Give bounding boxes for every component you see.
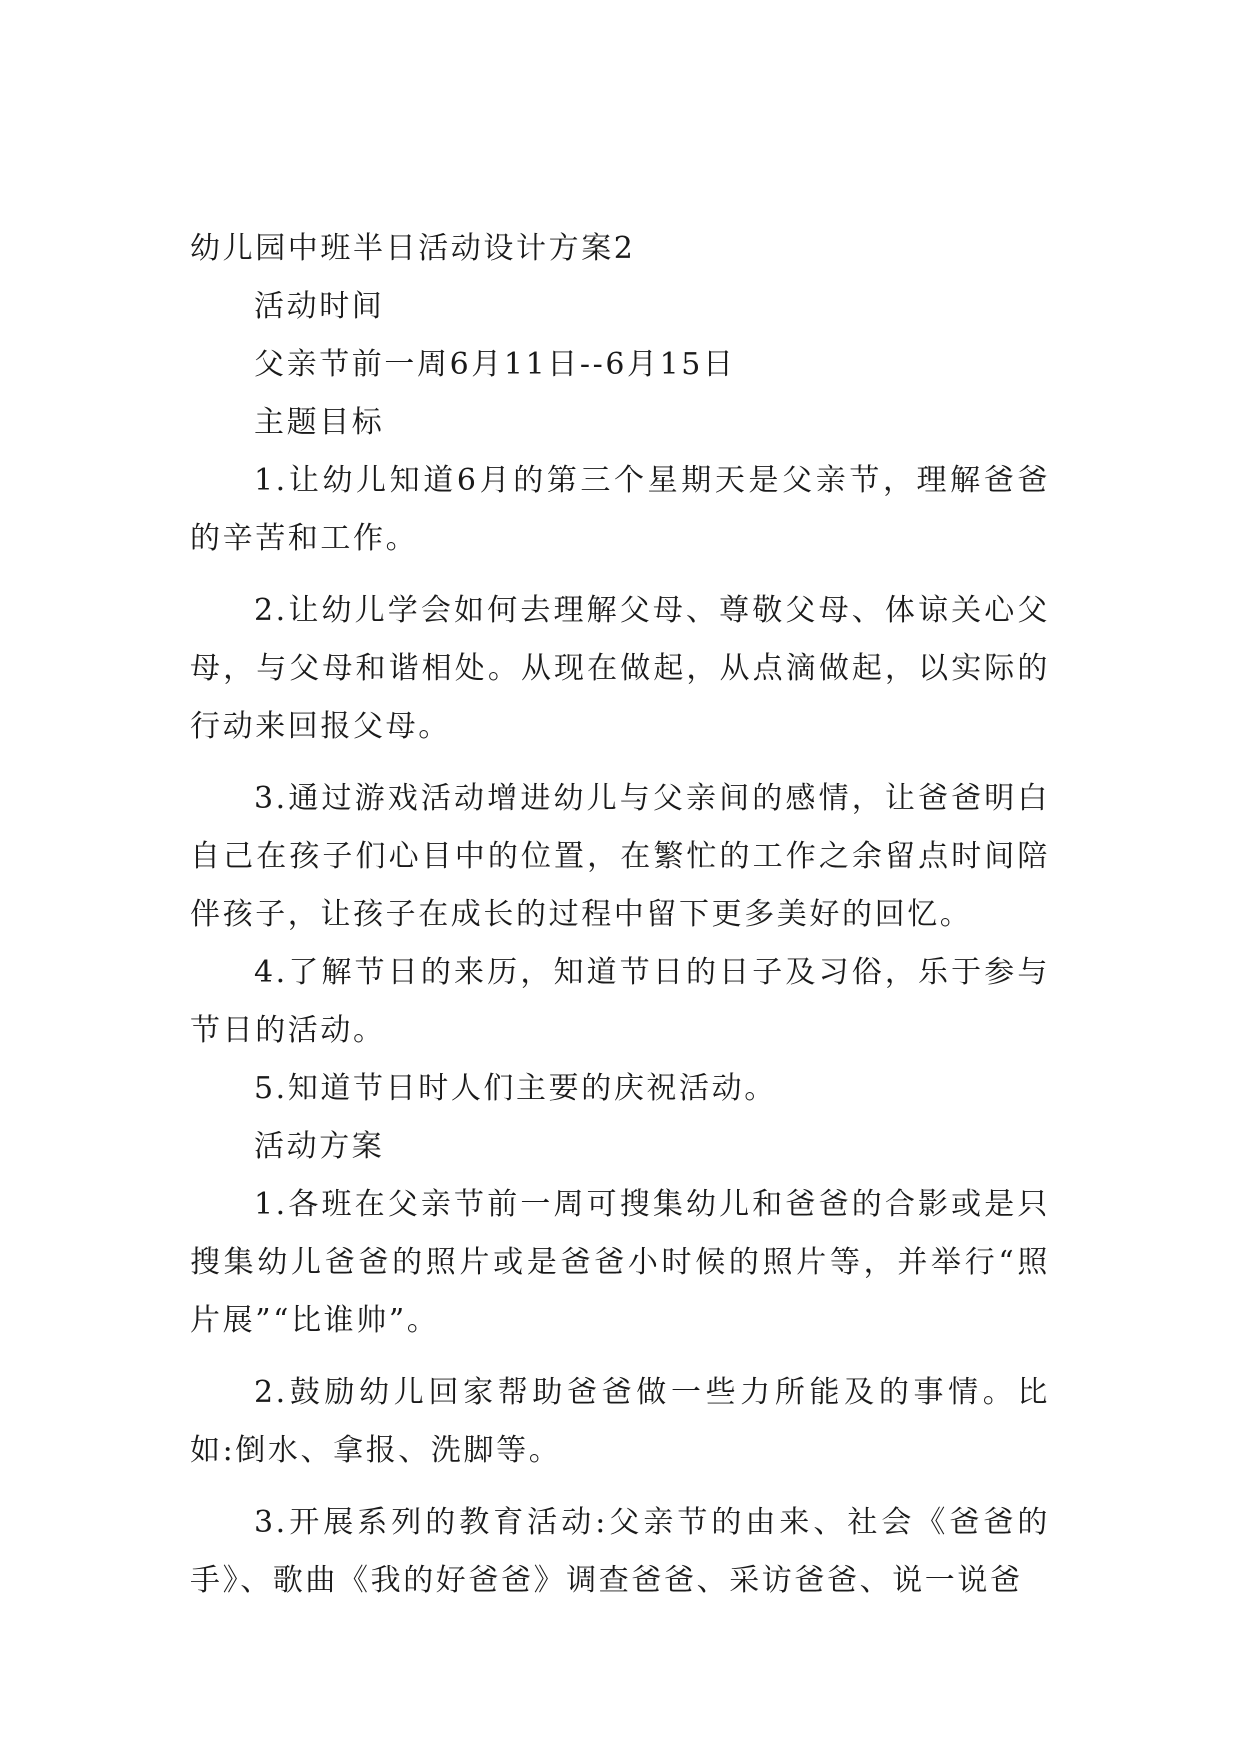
document-page	[190, 220, 1050, 1610]
goal-item-3: 3.通过游戏活动增进幼儿与父亲间的感情，让爸爸明白自己在孩子们心目中的位置，在繁忙的工作之余留点时间陪伴孩子，让孩子在成长的过程中留下更多美好的回忆。	[190, 781, 1050, 932]
goal-item-5: 5.知道节日时人们主要的庆祝活动。	[254, 1071, 777, 1106]
goal-item-1: 1.让幼儿知道6月的第三个星期天是父亲节，理解爸爸的辛苦和工作。	[190, 463, 1050, 556]
plan-item-3: 3.开展系列的教育活动:父亲节的由来、社会《爸爸的手》、歌曲《我的好爸爸》调查爸爸、采访爸爸、说一说爸	[190, 1505, 1050, 1598]
section-heading-plan: 活动方案	[254, 1129, 385, 1164]
plan-item-2: 2.鼓励幼儿回家帮助爸爸做一些力所能及的事情。比如:倒水、拿报、洗脚等。	[190, 1375, 1050, 1468]
goal-item-4: 4.了解节日的来历，知道节日的日子及习俗，乐于参与节日的活动。	[190, 955, 1050, 1048]
plan-item-1: 1.各班在父亲节前一周可搜集幼儿和爸爸的合影或是只搜集幼儿爸爸的照片或是爸爸小时候的照片等，并举行“照片展”“比谁帅”。	[190, 1187, 1050, 1338]
goal-item-2: 2.让幼儿学会如何去理解父母、尊敬父母、体谅关心父母，与父母和谐相处。从现在做起，从点滴做起，以实际的行动来回报父母。	[190, 593, 1050, 744]
document-title: 幼儿园中班半日活动设计方案2	[190, 231, 636, 266]
activity-time-value: 父亲节前一周6月11日--6月15日	[254, 347, 736, 382]
section-heading-time: 活动时间	[254, 289, 385, 324]
section-heading-goals: 主题目标	[254, 405, 385, 440]
